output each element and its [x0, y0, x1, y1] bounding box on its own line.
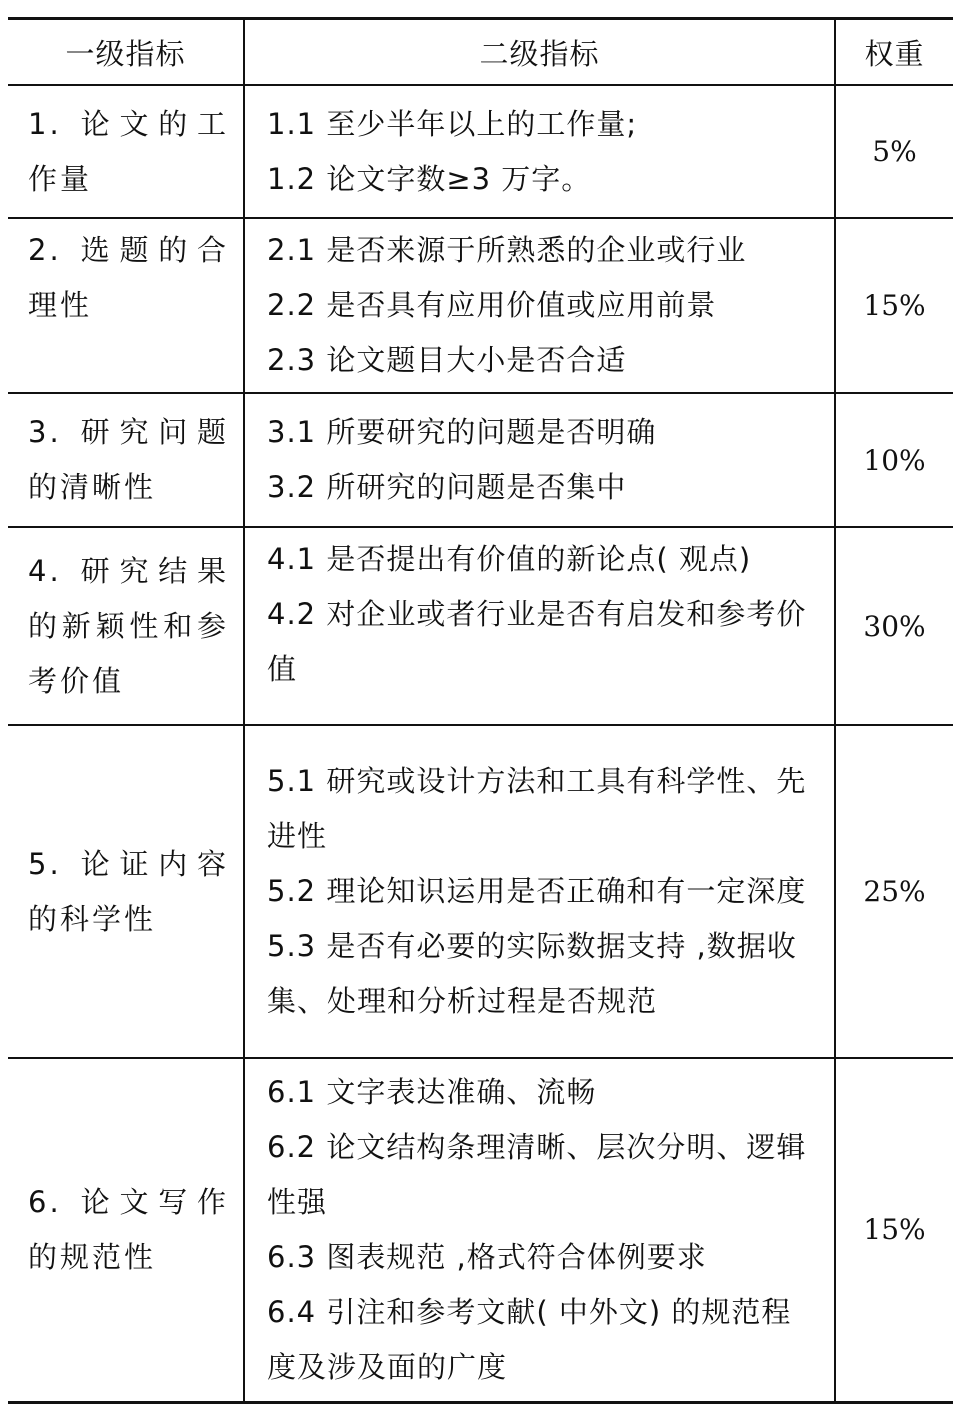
level2-cell	[244, 218, 835, 393]
level2-item: 6.4 引注和参考文献( 中外文) 的规范程度及涉及面的广度	[267, 1294, 792, 1384]
level2-cell	[244, 1058, 835, 1402]
level2-item: 5.2 理论知识运用是否正确和有一定深度	[267, 874, 807, 908]
level2-item: 1.1 至少半年以上的工作量;	[267, 106, 638, 141]
header-row	[8, 19, 953, 86]
level2-item: 6.2 论文结构条理清晰、层次分明、逻辑性强	[267, 1129, 807, 1219]
weight-cell: 15%	[835, 1058, 953, 1402]
level1-cell: 1. 论文的工作量	[8, 85, 244, 218]
level2-item: 6.1 文字表达准确、流畅	[267, 1074, 597, 1109]
weight-cell: 10%	[835, 393, 953, 527]
table-row	[8, 218, 953, 393]
header-level2: 二级指标	[244, 19, 835, 86]
table-row	[8, 1058, 953, 1402]
level2-item: 3.2 所研究的问题是否集中	[267, 470, 627, 504]
level1-cell: 5. 论证内容的科学性	[8, 725, 244, 1058]
level2-item: 4.2 对企业或者行业是否有启发和参考价值	[267, 597, 807, 686]
level2-item: 4.1 是否提出有价值的新论点( 观点)	[267, 542, 752, 576]
header-level1: 一级指标	[8, 19, 244, 86]
level1-cell: 2. 选题的合理性	[8, 218, 244, 393]
level2-cell	[244, 527, 835, 725]
level2-item: 3.1 所要研究的问题是否明确	[267, 415, 657, 449]
header-weight: 权重	[835, 19, 953, 86]
level2-cell	[244, 85, 835, 218]
level2-cell	[244, 725, 835, 1058]
level2-item: 1.2 论文字数≥3 万字。	[267, 161, 592, 196]
level2-cell	[244, 393, 835, 527]
level2-item: 2.1 是否来源于所熟悉的企业或行业	[267, 233, 747, 267]
weight-cell: 15%	[835, 218, 953, 393]
level1-cell: 6. 论文写作的规范性	[28, 1184, 229, 1274]
weight-cell: 5%	[835, 85, 953, 218]
weight-cell: 25%	[835, 725, 953, 1058]
table-row	[8, 725, 953, 1058]
level2-item: 6.3 图表规范 ,格式符合体例要求	[267, 1239, 707, 1274]
level1-cell: 4. 研究结果的新颖性和参考价值	[8, 527, 244, 725]
evaluation-table	[8, 17, 953, 1404]
table-row	[8, 527, 953, 725]
table-row	[8, 85, 953, 218]
level2-item: 5.1 研究或设计方法和工具有科学性、先进性	[267, 764, 807, 853]
level2-item: 2.2 是否具有应用价值或应用前景	[267, 288, 717, 322]
level2-item: 2.3 论文题目大小是否合适	[267, 343, 627, 377]
table-row	[8, 393, 953, 527]
level2-item: 5.3 是否有必要的实际数据支持 ,数据收集、处理和分析过程是否规范	[267, 929, 797, 1018]
level1-cell: 3. 研究问题的清晰性	[8, 393, 244, 527]
weight-cell: 30%	[835, 527, 953, 725]
